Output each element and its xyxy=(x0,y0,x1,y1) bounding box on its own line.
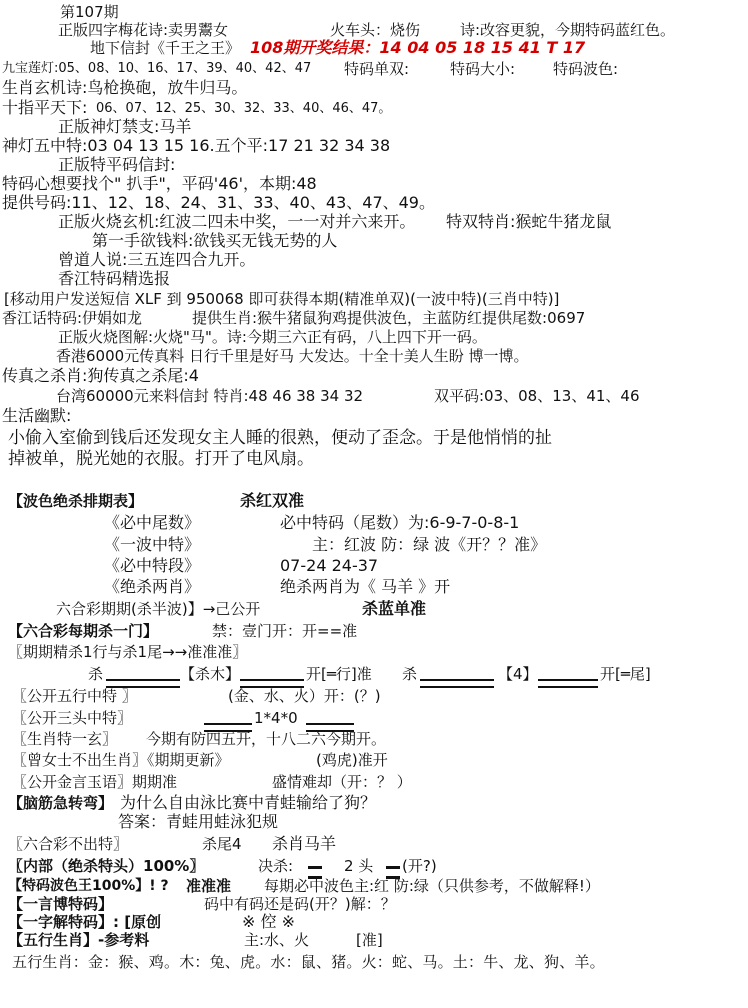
segment-label: 《必中特段》 xyxy=(104,556,201,575)
selected-report: 香江特码精选报 xyxy=(58,269,171,288)
riddle-question: 为什么自由泳比赛中青蛙输给了狗？ xyxy=(120,793,377,812)
size-label: 特码大小: xyxy=(450,60,516,78)
five-zodiac-list: 五行生肖：金：猴、鸡。木：兔、虎。水：鼠、猪。火：蛇、马。土：牛、龙、狗、羊。 xyxy=(12,953,605,971)
golden-words-value: 盛情难却（开：？ ） xyxy=(272,773,412,791)
five-element-value: (金、水、火）开：(？) xyxy=(228,687,381,705)
odd-even-label: 特码单双: xyxy=(344,60,410,78)
one-char-value: ※ 倥 ※ xyxy=(242,912,295,931)
five-zodiac-main: 主:水、火 xyxy=(244,931,310,949)
joke-line-2: 掉被单，脱光她的衣服。打开了电风扇。 xyxy=(8,449,314,469)
hk-talk: 香江话特码:伊娟如龙 xyxy=(2,309,143,327)
one-char-label: 【一字解特码】: [原创 xyxy=(8,913,162,931)
one-wave-value: 主：红波 防：绿 波《开？？准》 xyxy=(312,535,547,554)
draw-result: 108期开奖结果：14 04 05 18 15 41 T 17 xyxy=(250,38,586,57)
kill-gate-value: 禁：壹门开：开==准 xyxy=(212,622,358,640)
five-zodiac-label: 【五行生肖】-参考料 xyxy=(8,931,150,949)
ten-fingers-numbers: 06、07、12、25、30、32、33、40、46、47。 xyxy=(96,101,392,116)
hk-fax: 香港6000元传真料 日行千里是好马 大发达。十全十美人生盼 博一博。 xyxy=(56,347,529,365)
kill-red: 杀红双准 xyxy=(240,491,305,510)
one-word-label: 【一言博特码】 xyxy=(8,895,114,913)
color-table-title: 【波色绝杀排期表】 xyxy=(8,492,144,510)
kill-tail: 【4】 xyxy=(498,665,538,683)
pickpocket-hint: 特码心想要找个" 扒手"，平码'46'，本期:48 xyxy=(2,174,317,193)
zodiac-mystery-label: 〖生肖特一玄〗 xyxy=(12,730,118,748)
kill-tail-4: 杀尾4 xyxy=(202,835,242,853)
fire-diagram: 正版火烧图解:火烧"马"。诗:今期三六正有码，八上四下开一码。 xyxy=(58,328,487,346)
envelope-label: 地下信封《千王之王》 xyxy=(90,39,241,57)
fire-mystery: 正版火烧玄机:红波二四未中奖，一一对并六来开。 xyxy=(58,212,416,231)
two-kill-label: 《绝杀两肖》 xyxy=(104,577,201,596)
three-head-value: 1*4*0 xyxy=(254,709,298,727)
tail-label: 《必中尾数》 xyxy=(104,513,201,532)
three-head-label: 〖公开三头中特〗 xyxy=(12,709,133,727)
zodiac-mystery-value: 今期有防四五开，十八二六今期开。 xyxy=(146,730,387,748)
bar-4 xyxy=(538,673,598,693)
double-flat: 双平码:03、08、13、41、46 xyxy=(434,387,640,405)
accurate: 准准准 xyxy=(186,877,232,895)
humor-title: 生活幽默: xyxy=(2,406,72,425)
taiwan-envelope: 台湾60000元来料信封 特肖:48 46 38 34 32 xyxy=(56,387,364,405)
open-tail: 开[═尾] xyxy=(600,665,651,683)
five-zodiac-accurate: [准] xyxy=(356,931,383,949)
bar-3 xyxy=(420,673,494,693)
color-king-value: 每期必中波色主:红 防:绿（只供参考，不做解释!） xyxy=(264,877,600,895)
ten-fingers-label: 十指平天下: xyxy=(2,98,88,117)
two-heads: 2 头 xyxy=(344,857,374,875)
lamp-ban: 正版神灯禁支:马羊 xyxy=(58,117,192,136)
envelope-flat: 正版特平码信封: xyxy=(58,155,176,174)
issue-title: 第107期 xyxy=(60,3,119,21)
golden-words-label: 〖公开金言玉语〗期期准 xyxy=(12,773,178,791)
kill-word-1: 杀 xyxy=(88,665,104,683)
zodiac-poem: 生肖玄机诗:鸟枪换砲，放牛归马。 xyxy=(2,78,248,97)
lamp-five: 神灯五中特:03 04 13 15 16.五个平:17 21 32 34 38 xyxy=(2,136,391,155)
kill-gate-label: 【六合彩每期杀一门】 xyxy=(8,622,159,640)
fax-kill: 传真之杀肖:狗传真之杀尾:4 xyxy=(2,366,199,385)
taoist-said: 曾道人说:三五连四合九开。 xyxy=(58,250,256,269)
kill-row-title: 〖期期精杀1行与杀1尾→→准准准〗 xyxy=(8,643,248,661)
train-head: 火车头：烧伤 xyxy=(330,21,421,39)
poem-title: 正版四字梅花诗:卖男鬻女 xyxy=(58,21,229,39)
special-zodiac: 特双特肖:猴蛇牛猪龙鼠 xyxy=(446,212,612,231)
riddle-answer: 答案：青蛙用蛙泳犯规 xyxy=(118,812,279,831)
lotus-numbers: 九宝莲灯:05、08、10、16、17、39、40、42、47 xyxy=(2,61,312,76)
internal-label: 〖内部（绝杀特头）100%〗 xyxy=(8,857,205,875)
one-wave-label: 《一波中特》 xyxy=(104,535,201,554)
riddle-label: 【脑筋急转弯】 xyxy=(8,794,114,812)
kill-blue: 杀蓝单准 xyxy=(362,599,427,618)
first-hand: 第一手欲钱料:欲钱买无钱无势的人 xyxy=(92,231,338,250)
open-element: 开[═行]准 xyxy=(306,665,372,683)
provided-numbers: 提供号码:11、12、18、24、31、33、40、43、47、49。 xyxy=(2,193,435,212)
tail-value: 必中特码（尾数）为:6-9-7-0-8-1 xyxy=(280,513,520,532)
half-wave-label: 六合彩期期(杀半波)】→己公开 xyxy=(56,600,261,618)
kill-wood: 【杀木】 xyxy=(180,665,241,683)
ms-zeng-value: (鸡虎)准开 xyxy=(316,751,388,769)
two-kill-value: 绝杀两肖为《 马羊 》开 xyxy=(280,577,451,596)
ms-zeng-label: 〖曾女士不出生肖〗《期期更新》 xyxy=(12,751,230,769)
kill-word-2: 杀 xyxy=(402,665,418,683)
sms-note: [移动用户发送短信 XLF 到 950068 即可获得本期(精准单双)(一波中特)(三肖中特)] xyxy=(4,290,560,308)
color-king-label: 【特码波色王100%】! ? xyxy=(8,878,169,894)
no-special-label: 〖六合彩不出特〗 xyxy=(8,835,129,853)
provided-zodiac: 提供生肖:猴牛猪鼠狗鸡提供波色，主蓝防红提供尾数:0697 xyxy=(192,309,586,327)
segment-value: 07-24 24-37 xyxy=(280,556,379,575)
joke-line-1: 小偷入室偷到钱后还发现女主人睡的很熟，便动了歪念。于是他悄悄的扯 xyxy=(8,428,552,448)
open-question: (开?) xyxy=(402,857,437,875)
kill-zodiac: 杀肖马羊 xyxy=(272,834,337,853)
poem-hint: 诗:改容更貌，今期特码蓝红色。 xyxy=(460,21,676,39)
one-word-value: 码中有码还是码(开？)解：？ xyxy=(204,895,396,913)
color-label: 特码波色: xyxy=(553,60,619,78)
five-element-label: 〖公开五行中特 〗 xyxy=(12,687,137,705)
kill-decision: 决杀: xyxy=(258,857,294,875)
